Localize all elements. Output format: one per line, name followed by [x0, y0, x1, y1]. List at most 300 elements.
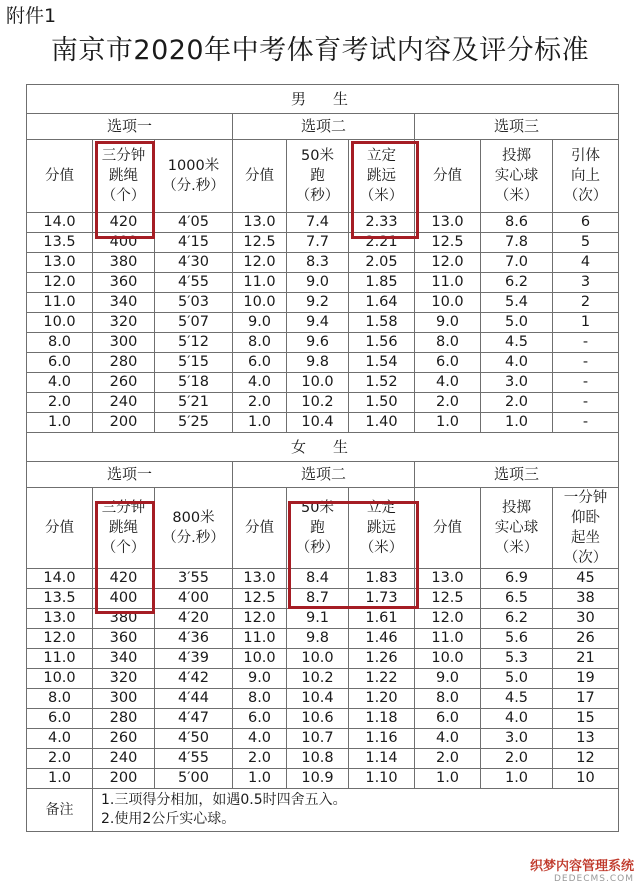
table-cell: - [553, 413, 619, 433]
table-cell: 10.0 [233, 293, 287, 313]
table-cell: 11.0 [415, 273, 481, 293]
watermark-cn: 织梦内容管理系统 [529, 859, 634, 874]
table-cell: 3.0 [481, 729, 553, 749]
table-cell: 3.0 [481, 373, 553, 393]
table-cell: 10.0 [415, 649, 481, 669]
watermark [530, 859, 634, 885]
table-cell: 3′55 [155, 569, 233, 589]
table-cell: 12.5 [415, 589, 481, 609]
header-line: （米） [494, 540, 539, 556]
table-cell: 4′00 [155, 589, 233, 609]
table-cell: 8.6 [481, 213, 553, 233]
table-cell: 2.0 [481, 393, 553, 413]
table-cell: 9.0 [287, 273, 349, 293]
header-line: （分.秒） [162, 178, 225, 194]
header-line: （个） [101, 540, 146, 556]
table-cell: 1.58 [349, 313, 415, 333]
table-cell: 1.40 [349, 413, 415, 433]
notes-row [27, 789, 619, 832]
table-cell: 4′44 [155, 689, 233, 709]
table-cell: 9.1 [287, 609, 349, 629]
table-cell: 1.26 [349, 649, 415, 669]
table-row [27, 689, 619, 709]
table-cell: 12.0 [233, 609, 287, 629]
girls-section-header [27, 433, 619, 462]
table-cell: 1.0 [481, 769, 553, 789]
table-cell: 4.0 [233, 373, 287, 393]
table-cell: 6.2 [481, 273, 553, 293]
table-cell: 2.0 [415, 749, 481, 769]
boys-section-label: 男 生 [27, 85, 619, 114]
table-row [27, 233, 619, 253]
header-line: 一分钟 [563, 490, 608, 506]
table-row [27, 333, 619, 353]
table-cell: 200 [93, 413, 155, 433]
header-line: （次） [563, 188, 608, 204]
table-row [27, 293, 619, 313]
table-cell: 1.64 [349, 293, 415, 313]
table-cell: 1.16 [349, 729, 415, 749]
table-cell: 9.4 [287, 313, 349, 333]
table-cell: 4′36 [155, 629, 233, 649]
table-cell: 5′12 [155, 333, 233, 353]
table-row [27, 749, 619, 769]
table-cell: 4′47 [155, 709, 233, 729]
table-cell: 5.6 [481, 629, 553, 649]
table-cell: 11.0 [233, 629, 287, 649]
table-row [27, 569, 619, 589]
table-cell: 8.4 [287, 569, 349, 589]
header-line: 分值 [245, 520, 274, 536]
header-line: 投掷 [502, 148, 531, 164]
boys-section-header [27, 85, 619, 114]
table-cell: 260 [93, 373, 155, 393]
table-cell: 4′55 [155, 749, 233, 769]
table-cell: 11.0 [27, 293, 93, 313]
table-cell: 300 [93, 689, 155, 709]
table-cell: 6.0 [27, 353, 93, 373]
table-cell: 11.0 [415, 629, 481, 649]
table-cell: 5′25 [155, 413, 233, 433]
table-cell: 4′30 [155, 253, 233, 273]
table-cell: 2.33 [349, 213, 415, 233]
table-cell: 2.21 [349, 233, 415, 253]
table-cell: 10.0 [233, 649, 287, 669]
table-cell: 10.0 [27, 669, 93, 689]
header-line: （次） [563, 550, 608, 566]
table-cell: 12.0 [233, 253, 287, 273]
boys-header-2 [155, 140, 233, 213]
table-cell: 380 [93, 253, 155, 273]
boys-header-1 [93, 140, 155, 213]
table-cell: 240 [93, 393, 155, 413]
table-cell: 5′18 [155, 373, 233, 393]
table-cell: 6.0 [27, 709, 93, 729]
table-cell: - [553, 393, 619, 413]
table-cell: 260 [93, 729, 155, 749]
table-row [27, 273, 619, 293]
girls-column-headers [27, 488, 619, 569]
table-row [27, 393, 619, 413]
table-cell: 6.0 [415, 709, 481, 729]
header-line: 分值 [245, 168, 274, 184]
table-cell: 45 [553, 569, 619, 589]
table-row [27, 669, 619, 689]
table-cell: 5.0 [481, 669, 553, 689]
table-cell: - [553, 333, 619, 353]
table-cell: 1.0 [233, 769, 287, 789]
boys-header-0 [27, 140, 93, 213]
table-cell: 6.0 [415, 353, 481, 373]
note-line: 2.使用2公斤实心球。 [101, 811, 236, 827]
header-line: 50米 [301, 148, 334, 164]
table-cell: 4.5 [481, 333, 553, 353]
table-cell: 1.0 [481, 413, 553, 433]
table-cell: 8.7 [287, 589, 349, 609]
boys-option-row [27, 114, 619, 140]
table-cell: 4′42 [155, 669, 233, 689]
table-cell: 1 [553, 313, 619, 333]
table-cell: 6 [553, 213, 619, 233]
table-cell: 9.8 [287, 353, 349, 373]
table-cell: 10.2 [287, 393, 349, 413]
table-row [27, 709, 619, 729]
table-cell: 13.0 [27, 253, 93, 273]
girls-header-4 [287, 488, 349, 569]
table-cell: 1.10 [349, 769, 415, 789]
table-cell: 1.54 [349, 353, 415, 373]
table-cell: 5 [553, 233, 619, 253]
header-line: 跑 [310, 168, 325, 184]
table-cell: 6.9 [481, 569, 553, 589]
table-cell: 400 [93, 589, 155, 609]
table-cell: 8.0 [233, 689, 287, 709]
table-cell: 13.0 [415, 213, 481, 233]
table-cell: 4′39 [155, 649, 233, 669]
table-row [27, 373, 619, 393]
table-cell: 200 [93, 769, 155, 789]
table-cell: 240 [93, 749, 155, 769]
table-cell: 9.0 [415, 313, 481, 333]
table-cell: 7.8 [481, 233, 553, 253]
table-cell: 4′50 [155, 729, 233, 749]
girls-option-2: 选项二 [233, 462, 415, 488]
table-cell: 1.20 [349, 689, 415, 709]
table-cell: 3 [553, 273, 619, 293]
table-cell: 4.0 [233, 729, 287, 749]
header-line: 向上 [571, 168, 601, 184]
table-cell: 380 [93, 609, 155, 629]
table-cell: 10 [553, 769, 619, 789]
girls-header-6 [415, 488, 481, 569]
table-cell: 1.14 [349, 749, 415, 769]
notes-label: 备注 [27, 789, 93, 832]
table-cell: 360 [93, 629, 155, 649]
header-line: 仰卧 [571, 510, 601, 526]
table-cell: 4.0 [27, 373, 93, 393]
boys-option-1: 选项一 [27, 114, 233, 140]
boys-option-2: 选项二 [233, 114, 415, 140]
table-cell: 1.46 [349, 629, 415, 649]
table-cell: 26 [553, 629, 619, 649]
table-cell: 9.0 [233, 669, 287, 689]
table-cell: 300 [93, 333, 155, 353]
table-cell: 1.61 [349, 609, 415, 629]
header-line: 实心球 [494, 520, 539, 536]
table-cell: 1.0 [233, 413, 287, 433]
header-line: 跳远 [367, 168, 396, 184]
header-line: 跳远 [367, 520, 396, 536]
table-cell: 12.5 [233, 233, 287, 253]
table-cell: 5′03 [155, 293, 233, 313]
table-cell: 12.5 [415, 233, 481, 253]
table-cell: 12.5 [233, 589, 287, 609]
girls-option-1: 选项一 [27, 462, 233, 488]
table-cell: 13.0 [233, 213, 287, 233]
boys-header-8 [553, 140, 619, 213]
table-cell: 6.5 [481, 589, 553, 609]
table-cell: 6.0 [233, 709, 287, 729]
girls-header-3 [233, 488, 287, 569]
table-cell: 13.0 [233, 569, 287, 589]
table-cell: 340 [93, 649, 155, 669]
table-cell: 1.0 [27, 769, 93, 789]
girls-section-label: 女 生 [27, 433, 619, 462]
table-cell: 13.5 [27, 233, 93, 253]
table-cell: 10.4 [287, 413, 349, 433]
table-cell: 17 [553, 689, 619, 709]
table-cell: 4.0 [27, 729, 93, 749]
table-cell: 1.0 [27, 413, 93, 433]
table-cell: 8.0 [415, 689, 481, 709]
table-cell: 12 [553, 749, 619, 769]
watermark-en: DEDECMS.COM [554, 874, 634, 884]
header-line: 立定 [367, 500, 396, 516]
table-cell: 7.4 [287, 213, 349, 233]
table-cell: 4′15 [155, 233, 233, 253]
header-line: 投掷 [502, 500, 531, 516]
table-cell: 14.0 [27, 569, 93, 589]
table-cell: 4.0 [481, 709, 553, 729]
table-cell: 1.18 [349, 709, 415, 729]
table-cell: 1.83 [349, 569, 415, 589]
table-cell: 5′15 [155, 353, 233, 373]
header-line: （秒） [295, 188, 340, 204]
table-cell: 340 [93, 293, 155, 313]
table-cell: 320 [93, 669, 155, 689]
header-line: 引体 [571, 148, 601, 164]
table-cell: 5.4 [481, 293, 553, 313]
table-cell: 4.0 [481, 353, 553, 373]
boys-column-headers [27, 140, 619, 213]
table-row [27, 629, 619, 649]
header-line: 分值 [45, 168, 74, 184]
table-cell: 9.6 [287, 333, 349, 353]
header-line: 三分钟 [101, 148, 146, 164]
header-line: 跳绳 [109, 168, 138, 184]
header-line: 分值 [433, 168, 462, 184]
table-cell: 15 [553, 709, 619, 729]
table-cell: 10.6 [287, 709, 349, 729]
table-cell: 14.0 [27, 213, 93, 233]
table-cell: 5.0 [481, 313, 553, 333]
boys-header-6 [415, 140, 481, 213]
table-row [27, 413, 619, 433]
table-cell: 8.0 [27, 333, 93, 353]
table-cell: 360 [93, 273, 155, 293]
table-cell: 10.9 [287, 769, 349, 789]
header-line: 分值 [45, 520, 74, 536]
table-cell: 9.0 [233, 313, 287, 333]
table-cell: 400 [93, 233, 155, 253]
girls-header-2 [155, 488, 233, 569]
table-row [27, 589, 619, 609]
scoring-table [26, 84, 619, 832]
header-line: （秒） [295, 540, 340, 556]
table-cell: 12.0 [415, 609, 481, 629]
table-row [27, 213, 619, 233]
header-line: 分值 [433, 520, 462, 536]
table-cell: 2.0 [233, 393, 287, 413]
table-cell: 10.0 [287, 373, 349, 393]
table-cell: - [553, 373, 619, 393]
table-row [27, 253, 619, 273]
girls-header-5 [349, 488, 415, 569]
table-cell: 6.2 [481, 609, 553, 629]
table-cell: 4′55 [155, 273, 233, 293]
table-cell: 9.8 [287, 629, 349, 649]
table-cell: 9.0 [415, 669, 481, 689]
table-cell: 12.0 [27, 273, 93, 293]
table-cell: 1.50 [349, 393, 415, 413]
girls-option-3: 选项三 [415, 462, 619, 488]
table-cell: 10.0 [27, 313, 93, 333]
table-cell: 10.0 [415, 293, 481, 313]
table-cell: 5.3 [481, 649, 553, 669]
table-cell: 2 [553, 293, 619, 313]
table-row [27, 769, 619, 789]
table-cell: 2.0 [233, 749, 287, 769]
table-cell: 10.0 [287, 649, 349, 669]
table-cell: 4.0 [415, 373, 481, 393]
table-cell: 1.0 [415, 413, 481, 433]
table-cell: 2.0 [27, 393, 93, 413]
header-line: 立定 [367, 148, 396, 164]
table-cell: 1.85 [349, 273, 415, 293]
table-cell: 10.7 [287, 729, 349, 749]
girls-header-8 [553, 488, 619, 569]
table-cell: 10.4 [287, 689, 349, 709]
table-cell: 1.22 [349, 669, 415, 689]
table-cell: 2.0 [415, 393, 481, 413]
table-cell: 4′20 [155, 609, 233, 629]
header-line: （分.秒） [162, 530, 225, 546]
table-cell: 4′05 [155, 213, 233, 233]
table-cell: 9.2 [287, 293, 349, 313]
table-cell: 8.0 [233, 333, 287, 353]
table-cell: 8.0 [27, 689, 93, 709]
header-line: （米） [494, 188, 539, 204]
table-cell: 38 [553, 589, 619, 609]
table-cell: 2.0 [481, 749, 553, 769]
header-line: （个） [101, 188, 146, 204]
boys-option-3: 选项三 [415, 114, 619, 140]
table-cell: 13.5 [27, 589, 93, 609]
header-line: （米） [359, 540, 404, 556]
table-cell: 21 [553, 649, 619, 669]
table-cell: 12.0 [415, 253, 481, 273]
table-cell: 2.05 [349, 253, 415, 273]
table-cell: 1.73 [349, 589, 415, 609]
table-row [27, 313, 619, 333]
table-cell: 11.0 [233, 273, 287, 293]
header-line: 三分钟 [101, 500, 146, 516]
table-row [27, 609, 619, 629]
table-cell: 5′21 [155, 393, 233, 413]
boys-header-4 [287, 140, 349, 213]
header-line: 实心球 [494, 168, 539, 184]
table-row [27, 729, 619, 749]
table-cell: 1.56 [349, 333, 415, 353]
table-cell: 19 [553, 669, 619, 689]
header-line: 1000米 [167, 158, 220, 174]
table-cell: 1.52 [349, 373, 415, 393]
table-cell: 8.0 [415, 333, 481, 353]
table-cell: 320 [93, 313, 155, 333]
boys-header-7 [481, 140, 553, 213]
table-row [27, 649, 619, 669]
header-line: 跳绳 [109, 520, 138, 536]
table-cell: 4 [553, 253, 619, 273]
header-line: 起坐 [571, 530, 601, 546]
table-cell: 5′07 [155, 313, 233, 333]
attachment-label: 附件1 [6, 5, 57, 27]
table-cell: 13 [553, 729, 619, 749]
table-cell: 10.8 [287, 749, 349, 769]
table-cell: 420 [93, 569, 155, 589]
table-cell: 1.0 [415, 769, 481, 789]
table-cell: 7.7 [287, 233, 349, 253]
girls-header-0 [27, 488, 93, 569]
table-cell: 12.0 [27, 629, 93, 649]
table-cell: 7.0 [481, 253, 553, 273]
boys-header-3 [233, 140, 287, 213]
table-cell: 4.5 [481, 689, 553, 709]
table-cell: 6.0 [233, 353, 287, 373]
table-cell: 10.2 [287, 669, 349, 689]
table-cell: 11.0 [27, 649, 93, 669]
header-line: 800米 [172, 510, 215, 526]
header-line: （米） [359, 188, 404, 204]
table-cell: - [553, 353, 619, 373]
notes-text [93, 789, 619, 832]
girls-header-7 [481, 488, 553, 569]
table-row [27, 353, 619, 373]
table-cell: 30 [553, 609, 619, 629]
header-line: 50米 [301, 500, 334, 516]
table-cell: 8.3 [287, 253, 349, 273]
girls-option-row [27, 462, 619, 488]
note-line: 1.三项得分相加，如遇0.5时四舍五入。 [101, 792, 347, 808]
table-cell: 420 [93, 213, 155, 233]
header-line: 跑 [310, 520, 325, 536]
table-cell: 280 [93, 709, 155, 729]
page-title: 南京市2020年中考体育考试内容及评分标准 [50, 35, 590, 66]
girls-header-1 [93, 488, 155, 569]
table-cell: 4.0 [415, 729, 481, 749]
boys-header-5 [349, 140, 415, 213]
table-cell: 13.0 [415, 569, 481, 589]
